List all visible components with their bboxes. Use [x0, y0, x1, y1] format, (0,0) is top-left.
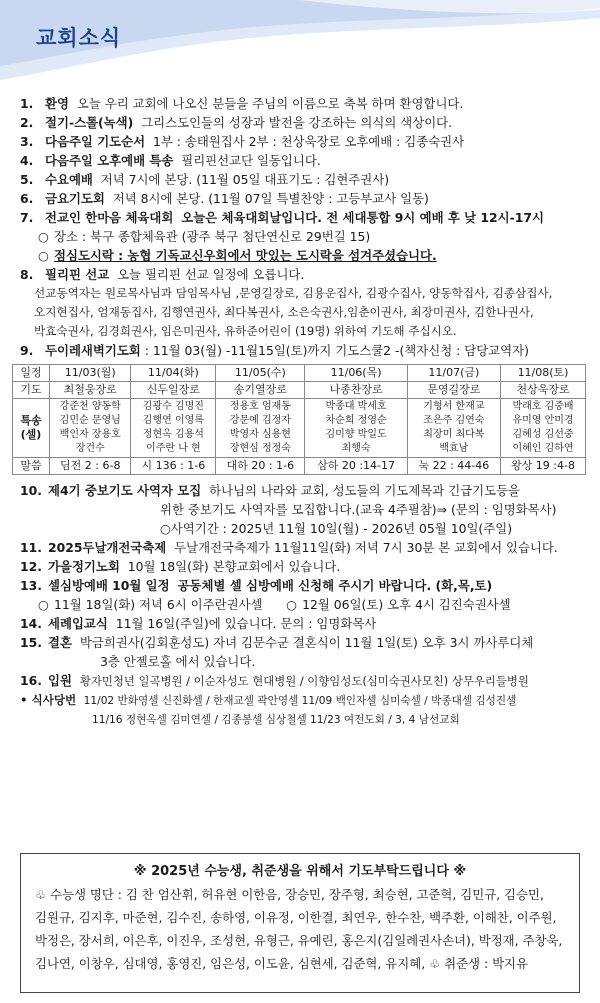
- table-cell-prayer: 신두일장로: [131, 382, 216, 399]
- prayer-request-box: [20, 853, 580, 993]
- row-label: 일정: [13, 365, 50, 382]
- table-cell-word: 삼하 20 :14-17: [305, 458, 407, 475]
- table-cell-date: 11/08(토): [501, 365, 586, 382]
- bullet-icon: •: [20, 693, 32, 707]
- prayer-names-line: 김나연, 이창우, 심대영, 홍영진, 임은성, 이도윤, 심현세, 김준혁, 유지혜, ♧ 취준생 : 박지유: [35, 956, 528, 971]
- news-item-10-line2: 위한 중보기도 사역자를 모집합니다.(교육 4주필참)⇒ (문의 : 임명화목사): [160, 502, 557, 517]
- news-item-14: 14. 세례입교식 11월 16일(주일)에 있습니다. 문의 : 임명화목사: [20, 616, 377, 631]
- news-item-6: 6. 금요기도회 저녁 8시에 본당. (11월 07일 특별찬양 : 고등부교사 일동): [20, 191, 429, 206]
- table-cell-word: 눅 22 : 44-46: [407, 458, 500, 475]
- prayer-request-names: [21, 879, 579, 975]
- table-cell-word: 시 136 : 1-6: [131, 458, 216, 475]
- table-row: [13, 399, 586, 458]
- header-banner: [0, 0, 600, 92]
- circle-bullet-icon: ○: [38, 248, 49, 263]
- news-item-10: 10. 제4기 중보기도 사역자 모집 하나님의 나라와 교회, 성도들의 기도제목과 긴급기도등을: [20, 483, 521, 498]
- news-item-10-line3: ○사역기간 : 2025년 11월 10일(월) - 2026년 05월 10일(주일): [160, 521, 513, 536]
- row-label: 기도: [13, 382, 50, 399]
- circle-bullet-icon: ○: [38, 597, 49, 612]
- table-cell-word: 왕상 19 :4-8: [501, 458, 586, 475]
- page-title: 교회소식: [36, 26, 122, 50]
- table-cell-date: 11/05(수): [216, 365, 305, 382]
- table-cell-word: 딤전 2 : 6-8: [50, 458, 131, 475]
- news-item-8: 8. 필리핀 선교 오늘 필리핀 선교 일정에 오릅니다.: [20, 267, 305, 282]
- meal-duty: • 식사당번 11/02 반화영셀 신진화셀 / 한재교셀 곽안영셀 11/09 백인자셀 심미숙셀 / 박종대셀 김성진셀: [20, 693, 517, 707]
- news-item-5: 5. 수요예배 저녁 7시에 본당. (11월 05일 대표기도 : 김현주권사): [20, 172, 390, 187]
- news-item-12: 12. 가을정기노회 10월 18일(화) 본향교회에서 있습니다.: [20, 559, 341, 574]
- prayer-request-title: ※ 2025년 수능생, 취준생을 위해서 기도부탁드립니다 ※: [133, 864, 467, 879]
- news-item-13: 13. 셀심방예배 10월 일정 공동체별 셀 심방예배 신청해 주시기 바랍니다. (화,목,토): [20, 578, 493, 593]
- table-cell-prayer: 나종찬장로: [305, 382, 407, 399]
- cell-visit-dates: ○ 11월 18일(화) 저녁 6시 이주란권사셀 ○ 12월 06일(토) 오후 4시 김진숙권사셀: [38, 597, 511, 612]
- news-item-9: 9. 두이레새벽기도회 : 11월 03(월) -11월15일(토)까지 기도스쿨2 -(책자신청 : 담당교역자): [20, 343, 529, 358]
- sports-place: ○ 장소 : 북구 종합체육관 (광주 북구 첨단연신로 29번길 15): [38, 229, 371, 244]
- table-cell-date: 11/06(목): [305, 365, 407, 382]
- prayer-names-line: ♧ 수능생 명단 : 김 찬 엄산휘, 허유현 이한음, 장승민, 장주형, 최승현, 고준혁, 김민규, 김승민,: [35, 887, 544, 902]
- table-cell-prayer: 천상욱장로: [501, 382, 586, 399]
- table-cell-date: 11/03(월): [50, 365, 131, 382]
- table-cell-date: 11/07(금): [407, 365, 500, 382]
- news-item-7: 7. 전교인 한마음 체육대회 오늘은 체육대회날입니다. 전 세대통합 9시 예배 후 낮 12시-17시: [20, 210, 544, 225]
- table-row: [13, 458, 586, 475]
- news-item-1: 1. 환영 오늘 우리 교회에 나오신 분들을 주님의 이름으로 축복 하며 환영합니다.: [20, 96, 464, 111]
- dawn-prayer-schedule-table: [12, 364, 586, 475]
- row-label: 특송 (셀): [13, 399, 50, 458]
- mission-team-line: 박효숙권사, 김경희권사, 임은미권사, 유하준어린이 (19명) 위하여 기도해 주십시오.: [34, 324, 457, 338]
- table-cell-song: 강준천 양동학 김민순 문영님 백인자 장용호 장건수: [50, 399, 131, 458]
- prayer-names-line: 박정은, 장서희, 이은후, 이진우, 조성현, 유형근, 유예린, 홍은지(김일례권사손녀), 박정재, 주창욱,: [35, 933, 563, 948]
- table-cell-song: 박종대 박세호 차순희 정영순 김미향 박일도 최행숙: [305, 399, 407, 458]
- mission-team-line: 오지현집사, 엄재동집사, 김행연권사, 최다복권사, 소은숙권사,임춘이권사, 최장미권사, 김한나권사,: [34, 305, 534, 319]
- prayer-names-line: 김원규, 김지후, 마준현, 김수진, 송하영, 이유정, 이한결, 최연우, 한수찬, 백주환, 이해찬, 이주원,: [35, 910, 557, 925]
- news-item-3: 3. 다음주일 기도순서 1부 : 송태원집사 2부 : 천상욱장로 오후예배 : 김종숙권사: [20, 134, 465, 149]
- sports-lunch: ○ 점심도시락 : 농협 기독교신우회에서 맛있는 도시락을 섬겨주셨습니다.: [38, 248, 437, 263]
- news-item-15-line2: 3층 안젤로홀 에서 있습니다.: [100, 654, 256, 669]
- table-cell-prayer: 최철웅장로: [50, 382, 131, 399]
- table-cell-word: 대하 20 : 1-6: [216, 458, 305, 475]
- mission-team-line: 선교동역자는 원로목사님과 담임목사님 ,문영길장로, 김용운집사, 김광수집사, 양동학집사, 김종삼집사,: [34, 286, 553, 300]
- circle-bullet-icon: ○: [38, 229, 49, 244]
- table-cell-prayer: 송기열장로: [216, 382, 305, 399]
- news-item-11: 11. 2025두날개전국축제 두날개전국축제가 11월11일(화) 저녁 7시 30분 본 교회에서 있습니다.: [20, 540, 558, 555]
- table-cell-date: 11/04(화): [131, 365, 216, 382]
- news-item-2: 2. 절기-스톨(녹색) 그리스도인들의 성장과 발전을 강조하는 의식의 색상이다.: [20, 115, 453, 130]
- news-item-15: 15. 결혼 박금희권사(김회훈성도) 자녀 김문수군 결혼식이 11월 1일(토) 오후 3시 까사루디체: [20, 635, 534, 650]
- table-cell-song: 박래호 김중배 유미영 안미경 김혜성 김선중 이혜인 김하연: [501, 399, 586, 458]
- table-row: [13, 382, 586, 399]
- circle-bullet-icon: ○: [286, 597, 297, 612]
- news-list: [20, 94, 582, 730]
- table-cell-prayer: 문영길장로: [407, 382, 500, 399]
- table-cell-song: 김광수 김명진 김행연 이영록 정현옥 김용석 이주란 나 현: [131, 399, 216, 458]
- table-cell-song: 기형서 한재교 조은주 김연숙 최장미 최다복 백효남: [407, 399, 500, 458]
- news-item-16: 16. 입원 황자민청년 일곡병원 / 이순자성도 현대병원 / 이향임성도(심미숙권사모친) 상무우리들병원: [20, 673, 529, 688]
- table-cell-song: 정용호 엄재동 강문예 김정자 박영자 심용현 장현심 정정숙: [216, 399, 305, 458]
- table-row: [13, 365, 586, 382]
- meal-duty-line2: 11/16 정현옥셀 김미연셀 / 김종봉셀 심상철셀 11/23 여전도회 / 3, 4 남선교회: [92, 714, 460, 726]
- news-item-4: 4. 다음주일 오후예배 특송 필리핀선교단 일동입니다.: [20, 153, 321, 168]
- row-label: 말씀: [13, 458, 50, 475]
